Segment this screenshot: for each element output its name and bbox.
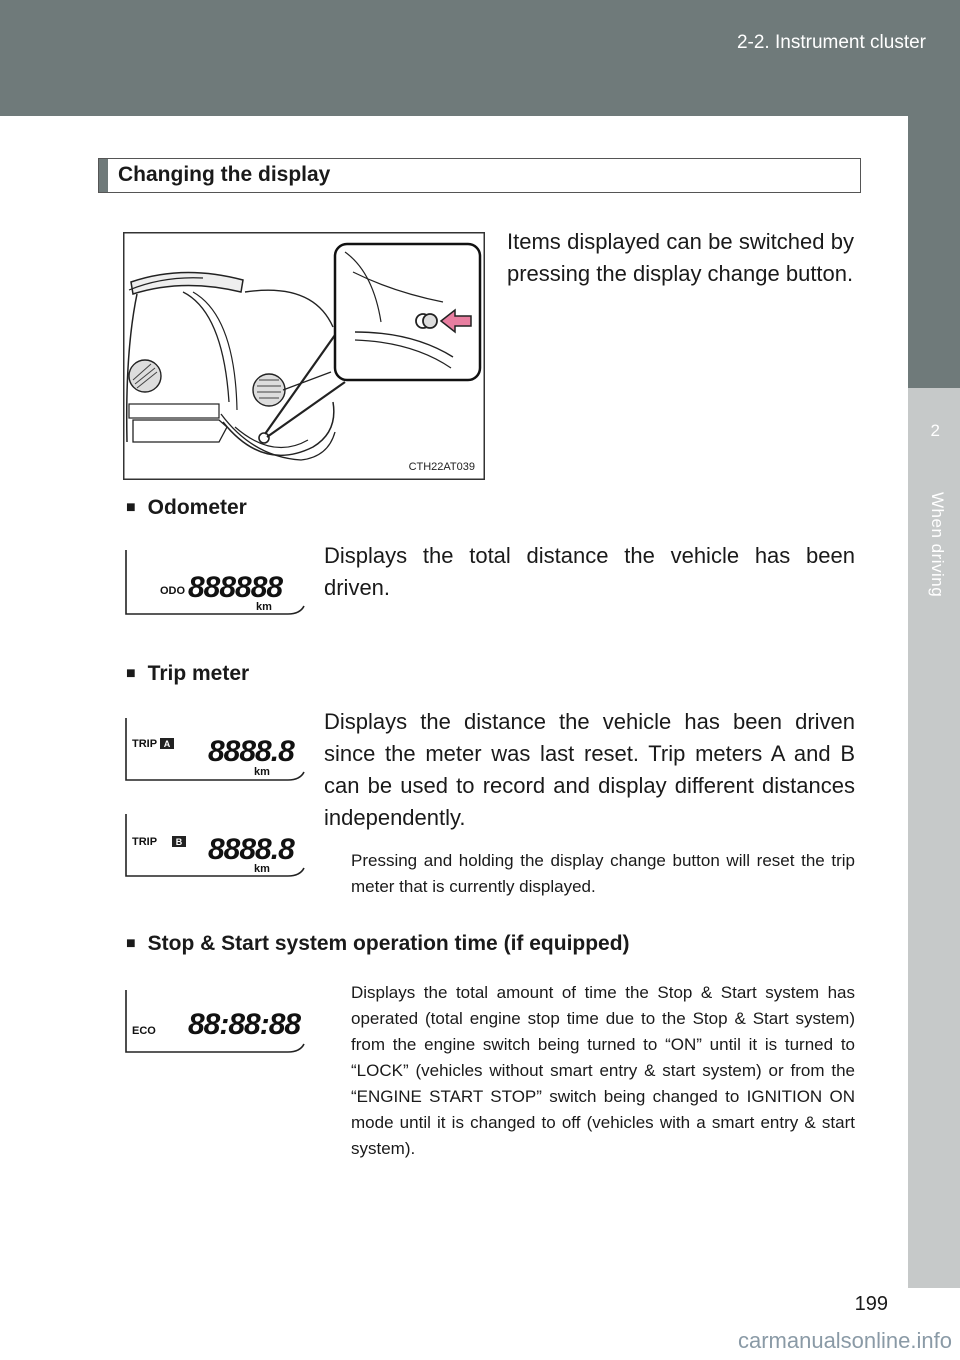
watermark: carmanualsonline.info — [737, 1328, 952, 1353]
trip-heading-text: Trip meter — [147, 662, 250, 685]
svg-text:888888: 888888 — [188, 571, 283, 604]
trip-b-lcd-illustration — [120, 812, 310, 882]
square-bullet-icon: ■ — [126, 499, 136, 516]
page-header — [0, 0, 960, 116]
trip-a-lcd-illustration — [120, 716, 310, 786]
figure-code: CTH22AT039 — [408, 461, 475, 473]
svg-text:88:88:88: 88:88:88 — [188, 1008, 301, 1041]
intro-text: Items displayed can be switched by pressing the display change button. — [507, 229, 854, 286]
eco-lcd-label: ECO — [132, 1025, 156, 1037]
stop-start-heading-text: Stop & Start system operation time (if equipped) — [147, 932, 630, 955]
side-tab-dark — [908, 116, 960, 388]
trip-b-lcd-label: TRIP — [132, 836, 158, 848]
section-title-bar — [99, 159, 108, 192]
odometer-heading — [126, 496, 247, 520]
odometer-unit: km — [256, 601, 272, 613]
odometer-lcd-label: ODO — [160, 585, 186, 597]
trip-a-lcd-label: TRIP — [132, 738, 158, 750]
eco-lcd-illustration — [120, 988, 310, 1058]
trip-a-badge: A — [163, 739, 171, 749]
odometer-lcd-illustration — [120, 546, 310, 622]
square-bullet-icon: ■ — [126, 935, 136, 952]
page-number: 199 — [854, 1293, 888, 1315]
trip-b-unit: km — [254, 863, 270, 875]
trip-note: Pressing and holding the display change button will reset the trip meter that is currently displayed. — [351, 851, 855, 896]
odometer-heading-text: Odometer — [147, 496, 247, 519]
stop-start-text: Displays the total amount of time the Stop & Start system has operated (total engine stop time due to the Stop & Start system) from the engine switch being turned to “ON” until it is turned to “LOCK” (vehicles without smart entry & start system) or from the “ENGINE START STOP” switch being changed to IGNITION ON mode until it is changed to off (vehicles with a smart entry & start system). — [351, 983, 855, 1158]
trip-a-unit: km — [254, 766, 270, 778]
square-bullet-icon: ■ — [126, 665, 136, 682]
instrument-cluster-illustration — [123, 232, 485, 480]
chapter-title: 2-2. Instrument cluster — [736, 32, 926, 53]
side-tab-number: 2 — [930, 421, 940, 440]
side-tab-label: When driving — [928, 492, 947, 598]
odometer-text: Displays the total distance the vehicle has been driven. — [324, 543, 855, 600]
section-title-box — [98, 158, 861, 193]
svg-text:8888.8: 8888.8 — [208, 735, 294, 768]
trip-b-badge: B — [175, 837, 183, 847]
section-title: Changing the display — [118, 163, 331, 186]
svg-text:8888.8: 8888.8 — [208, 833, 294, 866]
trip-text: Displays the distance the vehicle has been driven since the meter was last reset. Trip meters A and B can be used to record and display different distances independently. — [324, 709, 855, 830]
trip-heading — [126, 662, 249, 686]
stop-start-heading — [126, 932, 630, 956]
